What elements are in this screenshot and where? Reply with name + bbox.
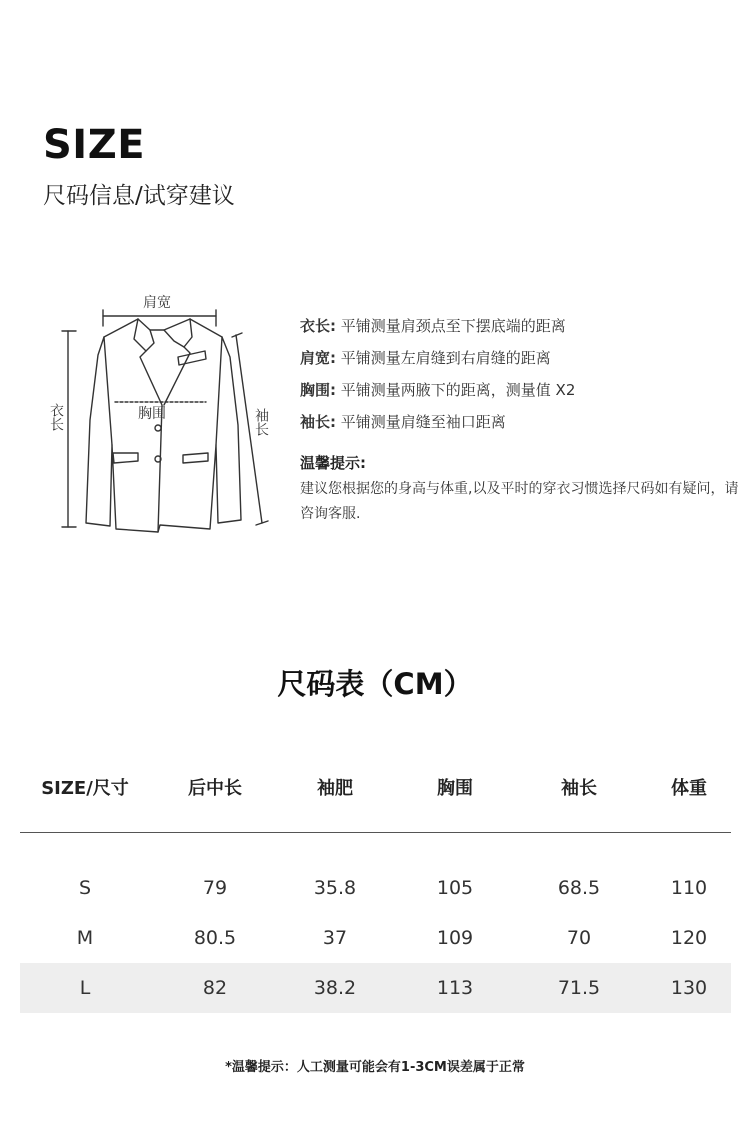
measurement-description: 平铺测量肩缝至袖口距离 bbox=[336, 413, 506, 431]
cell-weight: 120 bbox=[670, 927, 708, 949]
header-cell-sleeve-length: 袖长 bbox=[561, 778, 597, 799]
sleeve-length-label: 袖长 bbox=[253, 408, 269, 436]
page-title: SIZE bbox=[43, 122, 146, 168]
cell-sleeve-width: 37 bbox=[322, 927, 348, 949]
table-row bbox=[0, 863, 750, 913]
measurement-description: 平铺测量肩颈点至下摆底端的距离 bbox=[336, 317, 566, 335]
table-row bbox=[0, 963, 750, 1013]
size-table-header bbox=[0, 775, 750, 803]
measurement-term: 衣长: bbox=[300, 317, 336, 335]
cell-chest: 109 bbox=[436, 927, 474, 949]
cell-size: S bbox=[78, 877, 92, 899]
shoulder-width-label: 肩宽 bbox=[143, 295, 171, 311]
measurement-row-sleeve bbox=[300, 406, 740, 438]
tips-title: 温馨提示: bbox=[300, 454, 366, 472]
cell-chest: 113 bbox=[436, 977, 474, 999]
measurement-term: 胸围: bbox=[300, 381, 336, 399]
cell-weight: 110 bbox=[670, 877, 708, 899]
page-subtitle: 尺码信息/试穿建议 bbox=[43, 183, 235, 209]
cell-sleeve-length: 68.5 bbox=[557, 877, 601, 899]
header-cell-weight: 体重 bbox=[671, 778, 707, 799]
measurement-row-shoulder bbox=[300, 342, 740, 374]
measurement-instructions bbox=[300, 310, 740, 438]
cell-size: L bbox=[79, 977, 91, 999]
measurement-description: 平铺测量两腋下的距离，测量值 X2 bbox=[336, 381, 576, 399]
measurement-description: 平铺测量左肩缝到右肩缝的距离 bbox=[336, 349, 551, 367]
header-cell-chest: 胸围 bbox=[437, 778, 473, 799]
measurement-row-chest bbox=[300, 374, 740, 406]
measurement-term: 肩宽: bbox=[300, 349, 336, 367]
cell-sleeve-length: 71.5 bbox=[557, 977, 601, 999]
cell-back-length: 80.5 bbox=[193, 927, 237, 949]
cell-back-length: 82 bbox=[202, 977, 228, 999]
cell-chest: 105 bbox=[436, 877, 474, 899]
chest-label: 胸围 bbox=[138, 406, 166, 422]
size-table-title: 尺码表（CM） bbox=[277, 667, 473, 701]
header-cell-back-length: 后中长 bbox=[188, 778, 242, 799]
cell-sleeve-width: 35.8 bbox=[313, 877, 357, 899]
measurement-term: 袖长: bbox=[300, 413, 336, 431]
header-cell-size: SIZE/尺寸 bbox=[41, 778, 129, 799]
cell-sleeve-width: 38.2 bbox=[313, 977, 357, 999]
tips-body: 建议您根据您的身高与体重,以及平时的穿衣习惯选择尺码如有疑问，请咨询客服. bbox=[300, 481, 739, 522]
measurement-row-length bbox=[300, 310, 740, 342]
cell-sleeve-length: 70 bbox=[566, 927, 592, 949]
header-cell-sleeve-width: 袖肥 bbox=[317, 778, 353, 799]
cell-back-length: 79 bbox=[202, 877, 228, 899]
table-divider bbox=[20, 832, 731, 833]
jacket-diagram bbox=[40, 285, 290, 545]
cell-weight: 130 bbox=[670, 977, 708, 999]
length-label: 衣长 bbox=[48, 403, 64, 431]
measurement-footnote: *温馨提示：人工测量可能会有1-3CM误差属于正常 bbox=[225, 1060, 525, 1075]
cell-size: M bbox=[76, 927, 94, 949]
table-row bbox=[0, 913, 750, 963]
